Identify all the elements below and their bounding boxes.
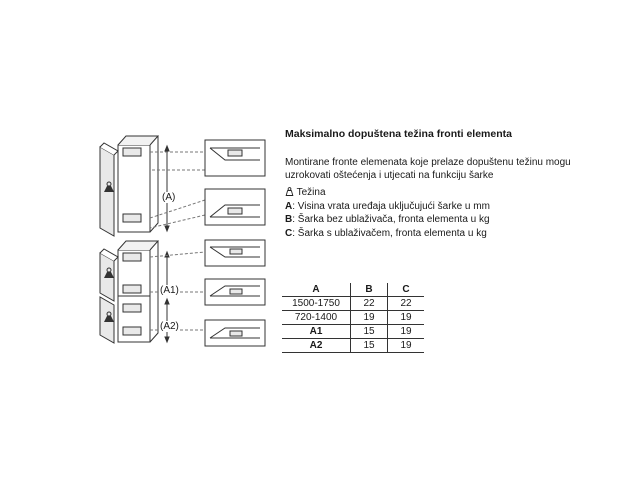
legend [285, 186, 490, 240]
table-cell: A2 [282, 339, 351, 353]
legend-key: C [285, 227, 293, 239]
section-title: Maksimalno dopuštena težina fronti elementa [285, 128, 512, 140]
legend-key: B [285, 214, 293, 225]
dimension-label-a1: (A1) [160, 285, 179, 296]
legend-item-b [285, 213, 490, 227]
legend-text: : Šarka s ublaživačem, fronta elementa u kg [292, 227, 487, 239]
table-cell: 19 [388, 339, 425, 353]
legend-item-a [285, 200, 490, 214]
table-row [282, 297, 424, 311]
description: Montirane fronte elemenata koje prelaze dopuštenu težinu mogu uzrokovati oštećenja i utjecati na funkciju šarke [285, 157, 571, 181]
detail-box-1 [205, 140, 265, 176]
legend-text: : Visina vrata uređaja uključujući šarke u mm [292, 200, 490, 212]
detail-box-2 [205, 189, 265, 225]
table-cell: A1 [282, 325, 351, 339]
table-row [282, 325, 424, 339]
legend-key: A [285, 200, 293, 212]
table-row [282, 339, 424, 353]
column-header-b: B [351, 283, 388, 297]
legend-text: : Šarka bez ublaživača, fronta elementa u kg [292, 214, 490, 225]
legend-item-c [285, 227, 490, 241]
legend-item-weight [285, 186, 490, 200]
table-cell: 22 [351, 297, 388, 311]
table-row [282, 311, 424, 325]
detail-box-3 [205, 240, 265, 266]
table-cell: 15 [351, 339, 388, 353]
legend-text: Težina [296, 187, 326, 198]
column-header-a: A [282, 283, 351, 297]
table-cell: 22 [388, 297, 425, 311]
dimension-label-a2: (A2) [160, 321, 179, 332]
table-cell: 15 [351, 325, 388, 339]
weight-icon [285, 187, 294, 196]
table-cell: 19 [388, 311, 425, 325]
weight-table [282, 283, 424, 353]
table-header-row [282, 283, 424, 297]
double-door-unit [100, 241, 158, 343]
table-cell: 19 [351, 311, 388, 325]
dimension-label-a: (A) [162, 192, 176, 203]
table-cell: 720-1400 [282, 311, 351, 325]
table-cell: 19 [388, 325, 425, 339]
detail-box-5 [205, 320, 265, 346]
column-header-c: C [388, 283, 425, 297]
table-cell: 1500-1750 [282, 297, 351, 311]
detail-box-4 [205, 279, 265, 305]
